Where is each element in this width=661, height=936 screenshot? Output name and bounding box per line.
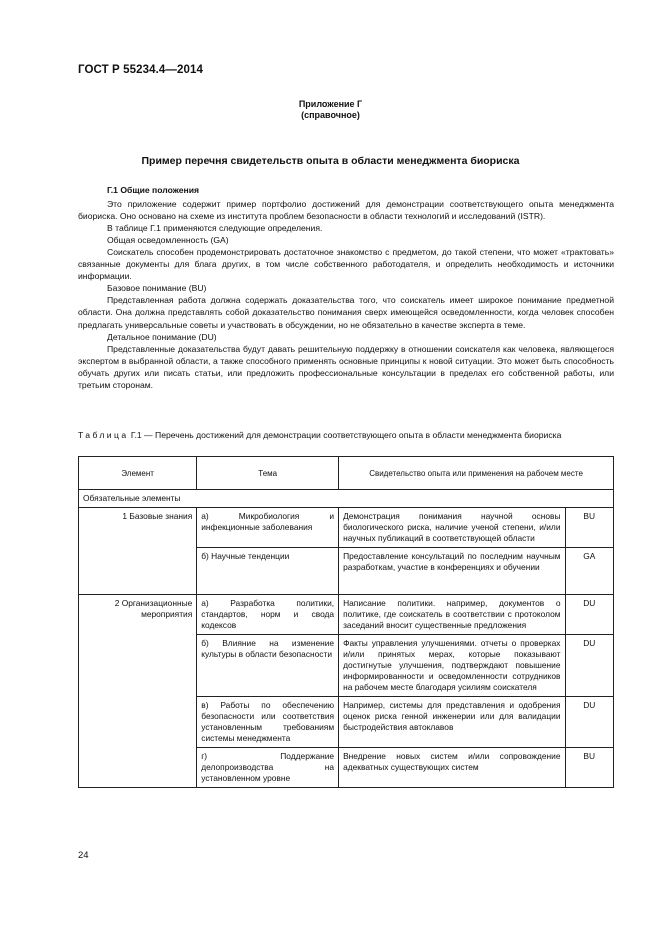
evidence-cell: Например, системы для представления и одобрения оценок риска генной инженерии или для валидации быстродействия автоклавов xyxy=(339,697,565,748)
topic-cell: в) Работы по обеспечению безопасности или соответствия установленным требованиям системы менеджмента xyxy=(197,697,339,748)
evidence-cell: Внедрение новых систем и/или сопровождение адекватных существующих систем xyxy=(339,748,565,788)
element-cell: 2 Организационные мероприятия xyxy=(79,595,197,788)
level-cell: DU xyxy=(565,595,614,635)
document-title: Пример перечня свидетельств опыта в области менеджмента биориска xyxy=(141,155,520,167)
paragraph: В таблице Г.1 применяются следующие определения. xyxy=(107,223,323,234)
level-cell: DU xyxy=(565,697,614,748)
paragraph: Представленные доказательства будут давать решительную поддержку в отношении соискателя как человека, являющегося экспертом в выбранной области, а также способного применять основные принципы к новой ситуации. Это может быть способность обучать других или писать статьи, или предложить профессиональные консультации в пределах его собственной работы, или третьим сторонам. xyxy=(78,343,614,390)
evidence-cell: Написание политики. например, документов о политике, где соискатель в соответствии с протоколом заседаний вносит существенные предложения xyxy=(339,595,565,635)
section-heading: Г.1 Общие положения xyxy=(107,185,199,195)
level-cell: BU xyxy=(565,508,614,548)
level-cell: BU xyxy=(565,748,614,788)
table-header-row xyxy=(79,457,614,490)
level-cell: DU xyxy=(565,635,614,697)
table-row xyxy=(79,595,614,635)
section-label: Обязательные элементы xyxy=(79,490,614,508)
topic-cell: г) Поддержание делопроизводства на установленном уровне xyxy=(197,748,339,788)
table-row xyxy=(79,508,614,548)
topic-cell: а) Микробиология и инфекционные заболевания xyxy=(197,508,339,548)
topic-cell: б) Влияние на изменение культуры в области безопасности xyxy=(197,635,339,697)
table-section-row xyxy=(79,490,614,508)
evidence-cell: Предоставление консультаций по последним научным разработкам, участие в конференциях и обучении xyxy=(339,548,565,595)
topic-cell: а) Разработка политики, стандартов, норм и свода кодексов xyxy=(197,595,339,635)
appendix-label xyxy=(0,99,661,121)
paragraph: Базовое понимание (BU) xyxy=(107,283,207,294)
table-caption-text: Г.1 — Перечень достижений для демонстрации соответствующего опыта в области менеджмента биориска xyxy=(128,430,562,440)
paragraph: Детальное понимание (DU) xyxy=(107,331,217,342)
table-caption-label: Таблица xyxy=(78,430,129,440)
table-caption xyxy=(78,430,623,441)
header-topic: Тема xyxy=(197,457,339,490)
level-cell: GA xyxy=(565,548,614,595)
evidence-table xyxy=(78,456,614,788)
paragraph: Это приложение содержит пример портфолио достижений для демонстрации соответствующего опыта менеджмента биориска. Оно основано на схеме из института проблем безопасности в области технологий и исследований (ISTR). xyxy=(78,199,614,222)
appendix-subtitle: (справочное) xyxy=(301,110,360,120)
standard-header: ГОСТ Р 55234.4—2014 xyxy=(78,64,203,76)
element-cell: 1 Базовые знания xyxy=(79,508,197,595)
appendix-title: Приложение Г xyxy=(298,99,363,109)
topic-cell: б) Научные тенденции xyxy=(197,548,339,595)
general-provisions-section xyxy=(78,184,614,391)
header-evidence: Свидетельство опыта или применения на рабочем месте xyxy=(339,457,614,490)
paragraph: Представленная работа должна содержать доказательства того, что соискатель имеет широкое понимание предметной области. Она должна представлять собой доказательство понимания сверх имеющейся осведомленности, когда человек способен предлагать универсальные советы и участвовать в обсуждении, но не обязательно в качестве эксперта в теме. xyxy=(78,295,614,330)
paragraph: Общая осведомленность (GA) xyxy=(107,235,229,246)
header-element: Элемент xyxy=(79,457,197,490)
paragraph: Соискатель способен продемонстрировать достаточное знакомство с предметом, до такой степени, что может «трактовать» связанные документы для блага других, в том числе собственного работодателя, и определить необходимость и источники информации. xyxy=(78,247,614,282)
page-number: 24 xyxy=(78,850,89,861)
evidence-cell: Демонстрация понимания научной основы биологического риска, наличие ученой степени, и/или научных публикаций в соответствующей области xyxy=(339,508,565,548)
evidence-cell: Факты управления улучшениями. отчеты о проверках и/или принятых мерах, которые показывают достигнутые улучшения, подтверждают повышение информированности и осведомленности сотрудников на рабочем месте благодаря усилиям соискателя xyxy=(339,635,565,697)
